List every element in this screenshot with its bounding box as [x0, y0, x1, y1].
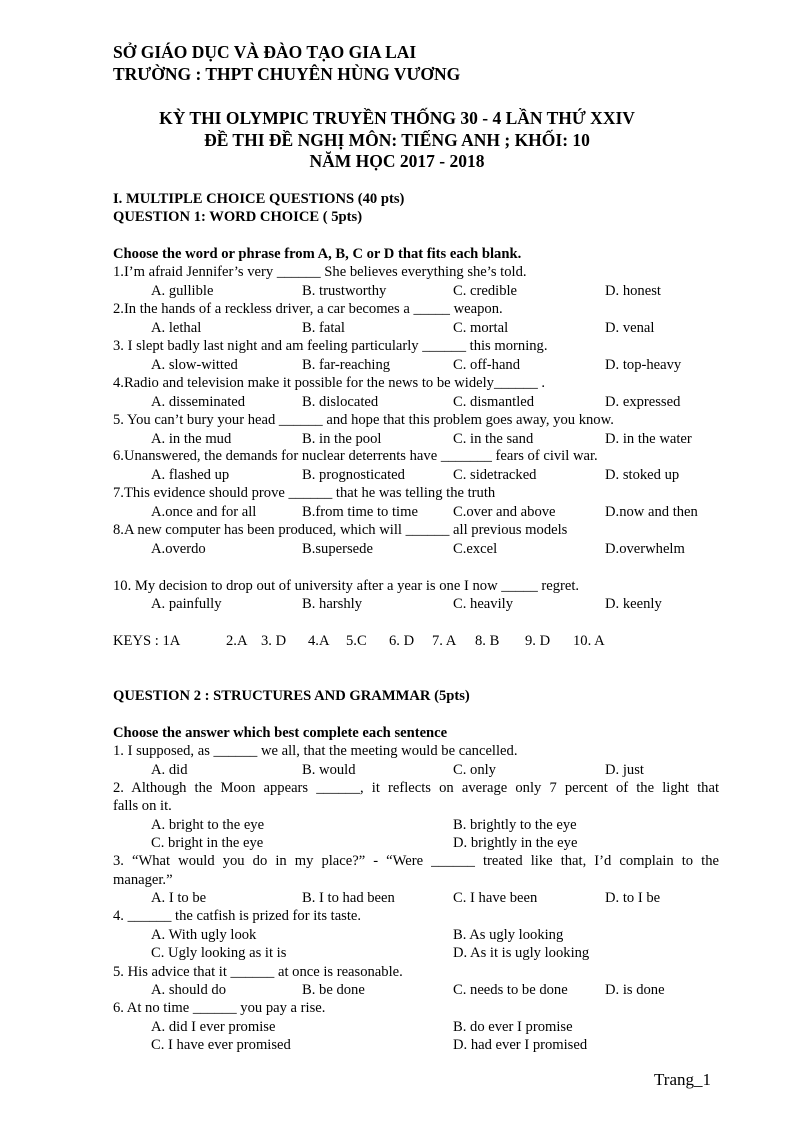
option-a: A. in the mud: [151, 431, 232, 447]
option-a: A. disseminated: [151, 394, 246, 410]
option-b: B. in the pool: [302, 431, 382, 447]
option-d: D. just: [605, 762, 644, 778]
option-b: B. brightly to the eye: [453, 817, 577, 833]
answer-key: 4.A: [308, 633, 330, 649]
option-d: D. honest: [605, 283, 661, 299]
option-d: D. to I be: [605, 890, 661, 906]
department-name: SỞ GIÁO DỤC VÀ ĐÀO TẠO GIA LAI: [113, 42, 417, 62]
question-stem: 10. My decision to drop out of university after a year is one I now _____ regret.: [113, 578, 580, 594]
option-d: D. brightly in the eye: [453, 835, 578, 851]
answer-key: 10. A: [573, 633, 605, 649]
option-b: B. harshly: [302, 596, 362, 612]
option-d: D. is done: [605, 982, 665, 998]
option-d: D. in the water: [605, 431, 692, 447]
question-stem: 4.Radio and television make it possible for the news to be widely______ .: [113, 375, 546, 391]
option-b: B. prognosticated: [302, 467, 405, 483]
answer-key: 6. D: [389, 633, 415, 649]
question-stem-continued: falls on it.: [113, 798, 172, 814]
question-stem: 1.I’m afraid Jennifer’s very ______ She believes everything she’s told.: [113, 264, 527, 280]
answer-keys: [113, 632, 605, 650]
option-b: B.supersede: [302, 541, 373, 557]
exam-title: KỲ THI OLYMPIC TRUYỀN THỐNG 30 - 4 LẦN THỨ XXIV: [159, 108, 635, 128]
option-c: C. needs to be done: [453, 982, 568, 998]
question-stem: 2.In the hands of a reckless driver, a car becomes a _____ weapon.: [113, 301, 503, 317]
option-c: C.excel: [453, 541, 498, 557]
option-d: D. keenly: [605, 596, 662, 612]
answer-key: 3. D: [261, 633, 287, 649]
option-b: B. far-reaching: [302, 357, 391, 373]
question-2-instruction: Choose the answer which best complete each sentence: [113, 725, 448, 741]
option-c: C. bright in the eye: [151, 835, 264, 851]
question-stem: 6.Unanswered, the demands for nuclear deterrents have _______ fears of civil war.: [113, 448, 598, 464]
option-b: B. do ever I promise: [453, 1019, 573, 1035]
option-c: C. I have been: [453, 890, 538, 906]
option-c: C. I have ever promised: [151, 1037, 291, 1053]
page-number: Trang_1: [654, 1070, 711, 1089]
option-c: C. sidetracked: [453, 467, 537, 483]
question-stem: 6. At no time ______ you pay a rise.: [113, 1000, 326, 1016]
section-title: I. MULTIPLE CHOICE QUESTIONS (40 pts): [113, 191, 405, 207]
subject-line: ĐỀ THI ĐỀ NGHỊ MÔN: TIẾNG ANH ; KHỐI: 10: [204, 130, 590, 150]
option-c: C. off-hand: [453, 357, 521, 373]
option-c: C.over and above: [453, 504, 556, 520]
question-stem: 5. His advice that it ______ at once is reasonable.: [113, 964, 403, 980]
option-a: A. should do: [151, 982, 226, 998]
option-a: A. I to be: [151, 890, 207, 906]
answer-key: 9. D: [525, 633, 551, 649]
option-c: C. mortal: [453, 320, 509, 336]
option-a: A. lethal: [151, 320, 202, 336]
option-a: A. did I ever promise: [151, 1019, 276, 1035]
option-b: B. fatal: [302, 320, 345, 336]
question-stem: 3. “What would you do in my place?” - “Were ______ treated like that, I’d complain to the: [113, 853, 719, 869]
option-d: D. As it is ugly looking: [453, 945, 590, 961]
question-1-title: QUESTION 1: WORD CHOICE ( 5pts): [113, 209, 363, 225]
question-stem: 8.A new computer has been produced, which will ______ all previous models: [113, 522, 568, 538]
option-a: A. did: [151, 762, 188, 778]
question-2-title: QUESTION 2 : STRUCTURES AND GRAMMAR (5pts): [113, 688, 470, 704]
option-b: B. dislocated: [302, 394, 379, 410]
option-b: B. be done: [302, 982, 365, 998]
option-a: A. bright to the eye: [151, 817, 265, 833]
answer-key: 7. A: [432, 633, 457, 649]
option-c: C. only: [453, 762, 496, 778]
school-year: NĂM HỌC 2017 - 2018: [309, 151, 485, 171]
option-d: D. expressed: [605, 394, 681, 410]
option-a: A. flashed up: [151, 467, 230, 483]
option-b: B. trustworthy: [302, 283, 387, 299]
option-c: C. Ugly looking as it is: [151, 945, 287, 961]
question-stem: 2. Although the Moon appears ______, it reflects on average only 7 percent of the light that: [113, 780, 719, 796]
option-c: C. heavily: [453, 596, 513, 612]
option-c: C. dismantled: [453, 394, 535, 410]
option-d: D. had ever I promised: [453, 1037, 588, 1053]
option-a: A. slow-witted: [151, 357, 238, 373]
option-a: A. With ugly look: [151, 927, 257, 943]
option-b: B. I to had been: [302, 890, 395, 906]
option-a: A.overdo: [151, 541, 206, 557]
option-b: B. As ugly looking: [453, 927, 564, 943]
question-stem: 3. I slept badly last night and am feeling particularly ______ this morning.: [113, 338, 548, 354]
option-b: B. would: [302, 762, 356, 778]
option-a: A. painfully: [151, 596, 222, 612]
answer-key: 8. B: [475, 633, 500, 649]
answer-key: KEYS : 1A: [113, 633, 181, 649]
option-c: C. in the sand: [453, 431, 534, 447]
option-d: D. stoked up: [605, 467, 680, 483]
question-stem: 1. I supposed, as ______ we all, that the meeting would be cancelled.: [113, 743, 518, 759]
question-stem: 4. ______ the catfish is prized for its taste.: [113, 908, 362, 924]
question-stem-continued: manager.”: [113, 872, 173, 888]
answer-key: 2.A: [226, 633, 248, 649]
option-b: B.from time to time: [302, 504, 418, 520]
option-d: D. top-heavy: [605, 357, 682, 373]
school-name: TRƯỜNG : THPT CHUYÊN HÙNG VƯƠNG: [113, 64, 461, 84]
option-d: D.overwhelm: [605, 541, 685, 557]
option-d: D. venal: [605, 320, 655, 336]
option-c: C. credible: [453, 283, 518, 299]
question-stem: 5. You can’t bury your head ______ and hope that this problem goes away, you know.: [113, 412, 614, 428]
option-d: D.now and then: [605, 504, 698, 520]
option-a: A.once and for all: [151, 504, 257, 520]
answer-key: 5.C: [346, 633, 367, 649]
question-stem: 7.This evidence should prove ______ that he was telling the truth: [113, 485, 496, 501]
option-a: A. gullible: [151, 283, 214, 299]
question-1-instruction: Choose the word or phrase from A, B, C or D that fits each blank.: [113, 246, 522, 262]
